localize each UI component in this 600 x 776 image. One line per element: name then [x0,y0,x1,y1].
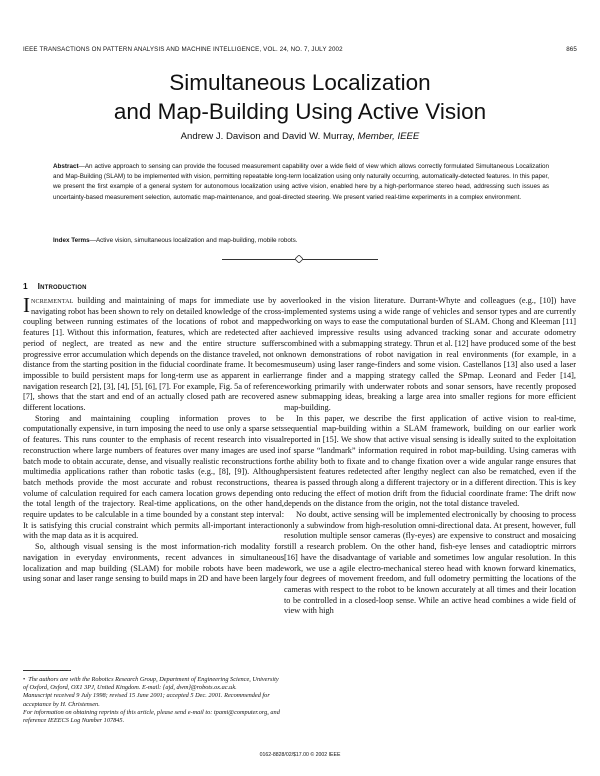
footnote [23,676,284,725]
paragraph-text: building and maintaining of maps for immediate use by a navigating robot has been shown to rely on detailed knowledge of the cross-coupling between running estimates of the locations of robot and mapped features [1]. Without this information, features, which are redetected after a period of neglect, are treated as new and the entire structure suffers progressive error accumulation which depends on the distance traveled, not on distance from the starting position in the fiducial coordinate frame. It becomes impossible to build persistent maps for long-term use as apparent in earlier navigation research [2], [3], [4], [5], [6], [7]. For example, Fig. 5a of reference [7], shows that the start and end of an actually closed path are recovered as different locations. [23,296,284,413]
section-number: 1 [23,281,28,291]
affiliation-text: The authors are with the Robotics Research Group, Department of Engineering Science, University of Oxford, Oxford, OX1 3PJ, United Kingdom. E-mail: {ajd, dwm}@robots.ox.ac.uk. [23,676,279,692]
intro-paragraph-2: Storing and maintaining coupling information proves to be computationally expensive, in turn imposing the need to use only a sparse sets of features. This runs counter to the emphasis of recent research into visual reconstruction where large numbers of features over many images are used in batch mode to obtain accurate, dense, and visually realistic reconstructions for multimedia applications rather than robotic tasks (e.g., [8], [9]). Although batch methods provide the most accurate and robust reconstructions, the volume of calculation required for each camera location grows depending on the total length of the trajectory. Real-time applications, on the other hand, require updates to be calculable in a time bounded by a constant step interval: It is satisfying this crucial constraint which permits all-important interaction with the map data as it is acquired. [23,413,284,541]
right-paragraph-2: In this paper, we describe the first application of active vision to real-time, sequential map-building within a SLAM framework, building on our earlier work reported in [15]. We show that active visual sensing is ideally suited to the exploitation of sparse “landmark” information required in robot map-building. Using cameras with the ability both to fixate and to change fixation over a wide angular range ensures that persistent features redetected after lengthy neglect can also be rematched, even if the area is passed through along a different trajectory or in a different direction. This is key to reducing the effect of motion drift from the fiducial coordinate frame: The drift now depends on the distance from the origin, not the total distance traveled. [284,413,576,509]
lead-smallcaps: ncremental [31,296,74,305]
section-title: Introduction [37,281,87,291]
running-head [23,46,577,56]
abstract-label: Abstract [53,163,79,170]
footnote-rule [23,670,71,671]
index-terms-text: —Active vision, simultaneous localization and map-building, mobile robots. [89,237,298,244]
paper-title [0,68,600,126]
intro-paragraph-3: So, although visual sensing is the most information-rich modality for navigation in everyday environments, recent advances in simultaneous localization and map building (SLAM) for mobile robots have been made using sonar and laser range sensing to build maps in 2D and have been largely [23,542,284,584]
abstract [53,162,549,203]
author-line [0,131,600,142]
intro-paragraph-1 [23,293,284,414]
title-line-2: and Map-Building Using Active Vision [113,99,487,124]
author-names: Andrew J. Davison and David W. Murray, [180,131,358,142]
right-column [284,296,576,617]
title-line-1: Simultaneous Localization [169,70,431,95]
copyright-footer: 0162-8828/02/$17.00 © 2002 IEEE [259,752,341,758]
right-paragraph-1: overlooked in the vision literature. Durrant-Whyte and colleagues (e.g., [10]) have implemented systems using a wide range of vehicles and sensor types and are currently working on ways to ease the computational burden of SLAM. Chong and Kleeman [11] achieved impressive results using advanced tracking sonar and accurate odometry combined with a submapping strategy. Thrun et al. [12] have produced some of the best known demonstrations of robot navigation in real environments (for example, in a museum) using laser range-finders and some vision. Castellanos [13] also used a laser range finder and a mapping strategy called the SPmap. Leonard and Feder [14], working primarily with underwater robots and sonar sensors, have recently proposed new submapping ideas, breaking a large area into smaller regions for more efficient map-building. [284,296,576,413]
footnote-affiliation [23,676,284,692]
drop-cap: I [23,293,30,317]
right-paragraph-3: No doubt, active sensing will be implemented electronically by choosing to process only a subwindow from high-resolution omni-directional data. At present, however, full resolution multiple sensor cameras (fly-eyes) are expensive to construct and mosaicing still a research problem. On the other hand, fish-eye lenses and catadioptric mirrors [16] have the disadvantage of variable and sometimes low angular resolution. In this work, we use a agile electro-mechanical stereo head with known forward kinematics, four degrees of movement freedom, and full odometry permitting the locations of the cameras with respect to the robot to be known accurately at all times and their location to be controlled in a closed-loop sense. While an active head combines a wide field of view with high [284,510,576,616]
index-terms [53,236,549,246]
section-heading [23,281,87,291]
footnote-reprints: For information on obtaining reprints of this article, please send e-mail to: tpami@computer.org, and reference IEEECS Log Number 107845. [23,708,280,725]
journal-header: IEEE TRANSACTIONS ON PATTERN ANALYSIS AND MACHINE INTELLIGENCE, VOL. 24, NO. 7, JULY 2002 [23,46,343,53]
diamond-ornament-icon [295,255,303,263]
page-number: 865 [566,46,577,53]
index-terms-label: Index Terms [53,237,90,244]
left-column [23,293,284,585]
author-membership: Member, IEEE [357,131,420,142]
bullet-icon: • [23,676,26,683]
abstract-text: —An active approach to sensing can provide the focused measurement capability over a wide field of view which allows correctly formulated Simultaneous Localization and Map-Building (SLAM) to be implemented with vision, permitting repeatable long-term localization using only naturally occurring, automatically-detected features. In this paper, we present the first example of a general system for autonomous localization using active vision, enabled here by a high-performance stereo head, addressing such issues as uncertainty-based measurement selection, automatic map-maintenance, and goal-directed steering. We present varied real-time experiments in a complex environment. [53,163,549,201]
footnote-received: Manuscript received 9 July 1998; revised 15 June 2001; accepted 5 Dec. 2001. Recommended for acceptance by H. Christensen. [23,692,270,708]
section-divider [0,254,600,264]
